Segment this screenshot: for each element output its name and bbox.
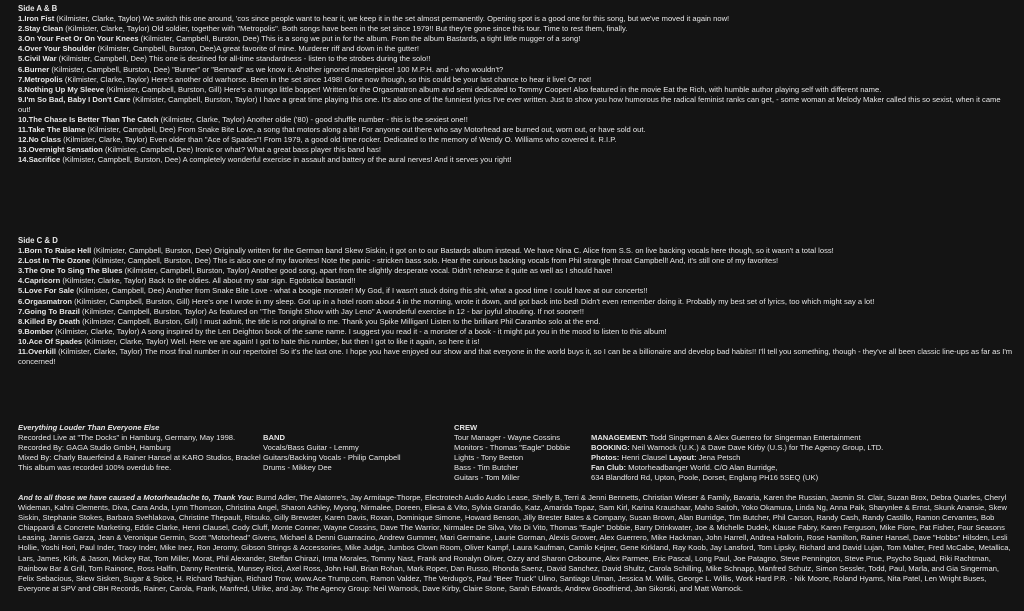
track-title: Over Your Shoulder <box>24 44 96 54</box>
track-number: 14. <box>18 155 29 165</box>
band-info <box>263 433 433 473</box>
track-number: 11. <box>18 125 29 135</box>
track-number: 13. <box>18 145 29 155</box>
track-title: On Your Feet Or On Your Knees <box>24 34 139 44</box>
crew-line: Guitars - Tom Miller <box>454 473 520 483</box>
track-credits: (Kilmister, Campbell, Burston, Dee) <box>95 44 217 54</box>
recording-line: Recorded By: GAGA Studio GmbH, Hamburg <box>18 443 171 453</box>
track-credits: (Kilmister, Campbell, Burston, Dee) <box>91 246 212 256</box>
track-entry <box>18 54 1013 64</box>
booking-line <box>591 443 1011 453</box>
track-credits: (Kilmister, Campbell, Dee) <box>102 145 194 155</box>
track-title: Burner <box>24 64 50 74</box>
track-title: Civil War <box>24 54 57 64</box>
track-credits: (Kilmister, Campbell, Burston, Taylor) <box>130 94 258 104</box>
track-entry <box>18 337 1013 347</box>
track-notes: The most final number in our repertoire! So it's the last one. I hope you have enjoyed our show and that everyone in the world buys it, so I can be a billionaire and develop bad habits!! I'll tell you something, though - they've all been classic line-ups as far as I'm concerned! <box>18 347 1013 367</box>
track-credits: (Kilmister, Clarke, Taylor) <box>53 326 140 336</box>
track-notes: Old soldier, together with "Metropolis". Both songs have been in the set since 1979!! But they're gone since this tour. Time to rest them, finally. <box>149 24 628 34</box>
track-number: 3. <box>18 34 25 44</box>
track-entry <box>18 135 1013 145</box>
track-notes: This is a song we put in for the album. From the album Bastards, a tight little mugger of a song! <box>259 34 581 44</box>
track-notes: This one is destined for all-time standardness - listen to the strobes during the solo!! <box>146 54 431 64</box>
track-credits: (Kilmister, Campbell, Dee) <box>74 286 165 296</box>
track-number: 8. <box>18 316 25 326</box>
band-line: Guitars/Backing Vocals - Philip Campbell <box>263 453 401 463</box>
photos-layout-line <box>591 453 1011 463</box>
track-title: Love For Sale <box>24 286 75 296</box>
track-credits: (Kilmister, Campbell, Burston, Taylor) <box>122 266 250 276</box>
track-title: Overkill <box>28 347 57 357</box>
track-notes: We switch this one around, 'cos since people want to hear it, we keep it in the set almost permanently. Opening spot is a good one for this song, but we've moved it again now! <box>140 14 730 24</box>
track-title: Take The Blame <box>28 125 86 135</box>
track-credits: (Kilmister, Clarke, Taylor) <box>158 115 245 125</box>
track-credits: (Kilmister, Clarke, Taylor) <box>82 336 169 346</box>
thank-you-section <box>18 493 1013 594</box>
track-notes: "Burner" or "Bernard" as we know it. Another ignored masterpiece! 100 M.P.H. and - who wouldn't? <box>169 64 504 74</box>
management-info <box>591 433 1011 483</box>
track-notes: Here's another old warhorse. Been in the set since 1498! Gone now though, so this could be your last chance to hear it live! Or not! <box>149 74 592 84</box>
track-credits: (Kilmister, Campbell, Burston, Gill) <box>104 84 222 94</box>
track-notes: From Snake Bite Love, a song that motors along a bit! For anyone out there who say Motorhead are burned out, worn out, or have sold out. <box>175 125 646 135</box>
track-credits: (Kilmister, Clarke, Taylor) <box>60 276 147 286</box>
track-number: 2. <box>18 256 25 266</box>
track-credits: (Kilmister, Clarke, Taylor) <box>62 74 150 84</box>
track-title: Born To Raise Hell <box>24 246 92 256</box>
band-line: Vocals/Bass Guitar - Lemmy <box>263 443 359 453</box>
track-entry <box>18 297 1013 307</box>
fanclub-text: Motorheadbanger World. C/O Alan Burridge, <box>626 463 778 473</box>
layout-text: Jena Petsch <box>696 453 741 463</box>
crew-line: Tour Manager - Wayne Cossins <box>454 433 561 443</box>
track-entry <box>18 125 1013 135</box>
track-entry <box>18 307 1013 317</box>
recording-line: Recorded Live at "The Docks" in Hamburg, Germany, May 1998. <box>18 433 236 443</box>
band-heading: BAND <box>263 433 285 442</box>
track-notes: Even older than "Ace of Spades"! From 1979, a good old time rocker. Dedicated to the memory of Wendy O. Williams who covered it. R.I.P. <box>147 135 617 145</box>
management-line <box>591 433 1011 443</box>
track-entry <box>18 327 1013 337</box>
recording-line: Mixed By: Charly Bauerfeind & Rainer Hansel at KARO Studios, Brackel <box>18 453 261 463</box>
track-title: Orgasmatron <box>24 296 73 306</box>
fanclub-line <box>591 463 1011 473</box>
track-number: 2. <box>18 24 25 34</box>
track-entry <box>18 85 1013 95</box>
track-credits: (Kilmister, Clarke, Taylor) <box>63 24 150 34</box>
recording-line: This album was recorded 100% overdub free. <box>18 463 172 473</box>
track-notes: As featured on "The Tonight Show with Jay Leno" A wonderful exercise in 12 - bar joyful shouting. If not sooner!! <box>206 306 584 316</box>
photos-text: Henri Clausel <box>619 453 670 463</box>
crew-line: Lights - Tony Beeton <box>454 453 524 463</box>
track-number: 1. <box>18 14 25 24</box>
track-title: Bomber <box>24 326 54 336</box>
side-ab-heading: Side A & B <box>18 4 58 13</box>
crew-line: Bass - Tim Butcher <box>454 463 519 473</box>
side-cd-track-list <box>18 246 1013 367</box>
track-credits: (Kilmister, Campbell, Burston, Gill) <box>72 296 190 306</box>
track-title: The Chase Is Better Than The Catch <box>28 115 159 125</box>
track-notes: Another good song, apart from the slightly desperate vocal. Didn't rehearse it quite as well as I should have! <box>249 266 613 276</box>
track-notes: A completely wonderful exercise in assault and battery of the aural nerves! And it serves you right! <box>180 155 512 165</box>
track-title: Ace Of Spades <box>28 336 83 346</box>
track-entry <box>18 246 1013 256</box>
track-entry <box>18 317 1013 327</box>
side-ab-section <box>18 4 1013 166</box>
track-notes: Originally written for the German band Skew Siskin, it got on to our Bastards album instead. We have Nina C. Alice from S.S. on live backing vocals here though, so it wasn't a total loss! <box>212 246 834 256</box>
track-notes: Another from Snake Bite Love - what a boogie monster! My God, if I wasn't stuck doing this shit, what a good time I could have at our concerts!! <box>164 286 648 296</box>
booking-text: Neil Warnock (U.K.) & Dave Dave Kirby (U.S.) for The Agency Group, LTD. <box>629 443 884 453</box>
track-entry <box>18 276 1013 286</box>
track-notes: Here's a mungo little bopper! Written for the Orgasmatron album and semi dedicated to Tommy Cooper! Also featured in the movie Eat the Rich, with humble author playing self with different name. <box>221 84 882 94</box>
fanclub-address: 634 Blandford Rd, Upton, Poole, Dorset, Englang PH16 5SEQ (UK) <box>591 473 819 483</box>
track-entry <box>18 145 1013 155</box>
track-credits: (Kilmister, Campbell, Burston, Dee) <box>49 64 170 74</box>
track-number: 4. <box>18 44 25 54</box>
track-notes: Here's one I wrote in my sleep. Got up in a hotel room about 4 in the morning, wrote it down, and got back into bed! Didn't even remember doing it. Probably my best set of lyrics, too which might say a lot! <box>189 296 875 306</box>
track-entry <box>18 44 1013 54</box>
side-cd-heading: Side C & D <box>18 236 58 245</box>
track-title: The One To Sing The Blues <box>24 266 123 276</box>
track-number: 4. <box>18 276 25 286</box>
track-entry <box>18 65 1013 75</box>
track-notes: Another oldie ('80) - good shuffle number - this is the sexiest one!! <box>244 115 468 125</box>
track-notes: A song inspired by the Len Deighton book of the same name. I suggest you read it - a monster of a book - it might put you in the mood to listen to this album! <box>139 326 667 336</box>
track-title: Going To Brazil <box>24 306 80 316</box>
track-number: 12. <box>18 135 29 145</box>
crew-info <box>454 423 604 484</box>
track-number: 11. <box>18 347 29 357</box>
track-notes: I must admit, the title is not original to me. Thank you Spike Milligan! Listen to the brilliant Phil Carambo solo at the end. <box>197 316 601 326</box>
track-entry <box>18 256 1013 266</box>
side-ab-track-list <box>18 14 1013 165</box>
track-title: Capricorn <box>24 276 61 286</box>
track-entry <box>18 95 1013 115</box>
track-credits: (Kilmister, Campbell, Dee) <box>85 125 176 135</box>
track-number: 3. <box>18 266 25 276</box>
track-number: 8. <box>18 84 25 94</box>
band-line: Drums - Mikkey Dee <box>263 463 332 473</box>
track-entry <box>18 75 1013 85</box>
track-credits: (Kilmister, Clarke, Taylor) <box>56 347 143 357</box>
track-entry <box>18 24 1013 34</box>
track-notes: A great favorite of mine. Murderer riff and down in the gutter! <box>216 44 419 54</box>
track-credits: (Kilmister, Clarke, Taylor) <box>61 135 148 145</box>
track-number: 7. <box>18 74 25 84</box>
album-title: Everything Louder Than Everyone Else <box>18 423 160 432</box>
track-entry <box>18 155 1013 165</box>
track-number: 6. <box>18 64 25 74</box>
track-entry <box>18 14 1013 24</box>
crew-line: Monitors - Thomas "Eagle" Dobbie <box>454 443 571 453</box>
track-credits: (Kilmister, Campbell, Burston, Dee) <box>60 155 181 165</box>
photos-label: Photos: <box>591 453 620 463</box>
track-number: 5. <box>18 54 25 64</box>
track-credits: (Kilmister, Campbell, Burston, Taylor) <box>79 306 207 316</box>
track-entry <box>18 34 1013 44</box>
track-number: 10. <box>18 115 29 125</box>
track-number: 9. <box>18 326 25 336</box>
track-title: Sacrifice <box>28 155 61 165</box>
track-title: Iron Fist <box>24 14 55 24</box>
track-notes: Ironic or what? What a great bass player this band has! <box>193 145 381 155</box>
track-notes: Well. Here we are again! I got to hate this number, but then I got to like it again, so here it is! <box>168 336 480 346</box>
track-number: 9. <box>18 94 25 104</box>
management-label: MANAGEMENT: <box>591 433 648 442</box>
track-title: Metropolis <box>24 74 63 84</box>
track-credits: (Kilmister, Campbell, Burston, Dee) <box>90 256 211 266</box>
track-title: Nothing Up My Sleeve <box>24 84 105 94</box>
layout-label: Layout: <box>669 453 697 463</box>
track-number: 1. <box>18 246 25 256</box>
track-number: 10. <box>18 336 29 346</box>
track-title: No Class <box>28 135 62 145</box>
fanclub-label: Fan Club: <box>591 463 627 473</box>
thanks-lead: And to all those we have caused a Motorheadache to, Thank You: <box>18 493 254 502</box>
management-text: Todd Singerman & Alex Guerrero for Singerman Entertainment <box>647 433 861 442</box>
track-credits: (Kilmister, Campbell, Dee) <box>56 54 147 64</box>
track-notes: Back to the oldies. All about my star sign. Egotistical bastard!! <box>146 276 356 286</box>
track-title: Killed By Death <box>24 316 81 326</box>
track-credits: (Kilmister, Campbell, Burston, Gill) <box>80 316 198 326</box>
track-entry <box>18 115 1013 125</box>
track-entry <box>18 266 1013 276</box>
track-entry <box>18 286 1013 296</box>
crew-heading: CREW <box>454 423 478 432</box>
track-title: Lost In The Ozone <box>24 256 91 266</box>
side-cd-section <box>18 236 1013 367</box>
thanks-text: Burnd Adler, The Alatorre's, Jay Armitage-Thorpe, Electrotech Audio Audio Lease, Shelly B, Terri & Jenni Bennetts, Christian Wieser & Family, Bavaria, Karen the Russian, Jasmin St. Clair, Suzan Brox, Debra Quarles, Cheryl Wideman, Kahni Clements, Diva, Cara Anda, Lynn Thomson, Christina Angel, Sharon Ashley, Myong, Nirmalee, Doreen, Eliesa & Vito, Sylvia Grandio, Katz, Amarida Topaz, Sam Kirl, Karina Kraushaar, Maho Saitoh, Yoko Okamura, Linda Ng, Anna Paik, Sharynlee & Ernst, Skunk Anansie, Skew Siskin, Stephanie Stokes, Barbara Svehlakova, Christine Thepault, Ritsuko, Gilly Brewster, Karen Davis, Roxan, Dominique Simone, Howard Benson, Jilly Brester Bates & Company, Susan Brown, Alan Burridge, Tim Butcher, Phil Carson, Randy Cash, Randy Castillo, Ramon Cervantes, Bob Chiappardi & Concrete Marketing, Eddie Clarke, Henri Clausel, Cody Cluff, Monte Conner, Wayne Cossins, Dave The Warrior, Nirmalee De Silva, Vito Di Vito, Thomas "Eagle" Dobbie, Barry Drinkwater, Joe & Michelle Dudek, Klause Fabry, Karen Ferguson, Mike Fiore, Pat Fisher, Four Seasons Leasing, Jannis Garza, Jean & Veronique Germin, Scott "Motorhead" Givens, Michael & Denni Guarracino, Andrew Gummer, Mari Germaine, Laurie Gorman, Alexis Grower, Alex Guerrero, Mike Hackman, John Harrell, Andrea Hallorin, Rose Hamilton, Rainer Hansel, Dave "Hobbs" Hilsden, Lesli Hollie, Yoshi Hori, Paul Inder, Tracy Inder, Mike Inez, Ron Jeromy, Gibson Strings & Accessories, Mike Judge, Jumbos Clown Room, Oliver Kampf, Laura Kaufman, Camilo Kejner, Gene Kirkland, Ray Koob, Jay Lansford, Tom Lipsky, Richard and David Lujan, Tom Maher, Fred McCabe, Metallica, Lars, James, Kirk, & Jason, Mickey Rat, Tom Miller, Morat, Phil Alexander, Steffan Chirazi, Irma Morales, Tommy Nast, Frank and Ronalyn Oliver, Ozzy and Sharon Osbourne, Alex Parmee, Eric Pascal, Long Paul, Joe Patagno, Steve Pennington, Steve Prue, Psycho Squad, Riki Rachtman, Rainbow Bar & Grill, Tom Rainone, Ross Halfin, Danny Renteria, Munsey Ricci, Axel Ross, John Hall, Brian Rohan, Mark Roper, Dan Russo, Rhonda Saenz, David Sanchez, David Shultz, Carola Schilling, Mike Schnapp, Manfred Schutz, Simon Sessler, Todd, Paul, Marla, and Gia Singerman, Felix Sebacious, Skew Sisken, Sugar & Spice, H. Richard Tashjian, Richard Trow, www.Ace Trump.com, Ramon Valdez, The Verdugo's, Paul "Beer Truck" Ulino, Santiago Ulman, Jessica M. Willis, George L. Willis, Work Hard P.R. - Nik Moore, Roland Hyams, Nita Patel, Len Wright Buses, Everyone at SPV and CBH Records, Rainer, Carola, Frank, Manfred, Ulrike, and Jay. The Agency Group: Neil Warnock, Dave Kirby, Claire Stone, Sarah Edwards, Andrew Goodfriend, Jan Sikorski, and Matt Warnock. <box>18 493 1011 593</box>
track-credits: (Kilmister, Campbell, Burston, Dee) <box>138 34 260 44</box>
booking-label: BOOKING: <box>591 443 630 453</box>
track-title: I'm So Bad, Baby I Don't Care <box>24 94 131 104</box>
track-notes: I have a great time playing this one. It's also one of the funniest lyrics I've ever written. Just to show you how humorous the radical feminist ranks can get, - some woman at Melody Maker called this so sexist, when it came out! <box>18 94 1001 114</box>
track-entry <box>18 347 1013 367</box>
track-number: 7. <box>18 306 25 316</box>
track-number: 6. <box>18 296 25 306</box>
track-number: 5. <box>18 286 25 296</box>
track-notes: This is also one of my favorites! Note the panic - stricken bass solo. Hear the curious backing vocals from Phil strangle throat Campbell! And, it's still one of my favorites! <box>210 256 779 266</box>
recording-info <box>18 423 268 473</box>
track-title: Stay Clean <box>24 24 64 34</box>
track-credits: (Kilmister, Clarke, Taylor) <box>54 14 141 24</box>
track-title: Overnight Sensation <box>28 145 103 155</box>
